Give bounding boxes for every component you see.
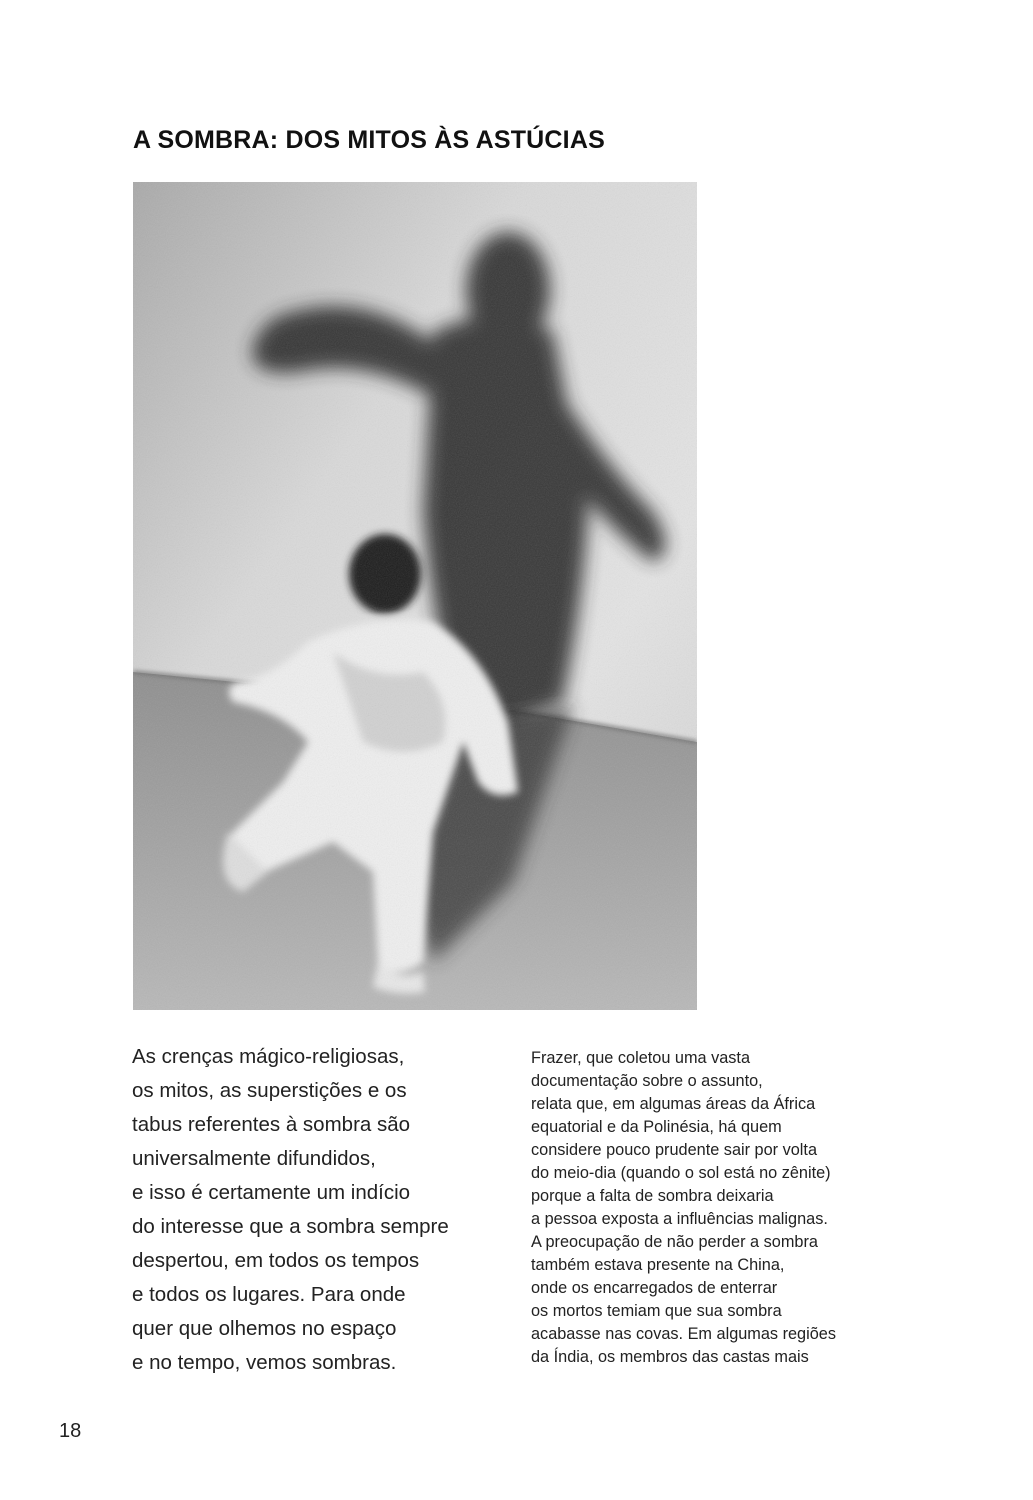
- body-line: considere pouco prudente sair por volta: [531, 1141, 818, 1159]
- intro-line: despertou, em todos os tempos: [132, 1249, 420, 1272]
- intro-line: universalmente difundidos,: [132, 1147, 376, 1170]
- body-line: do meio-dia (quando o sol está no zênite): [531, 1164, 831, 1182]
- intro-line: quer que olhemos no espaço: [132, 1317, 397, 1340]
- body-line: relata que, em algumas áreas da África: [531, 1095, 816, 1113]
- intro-line: e isso é certamente um indício: [132, 1181, 411, 1204]
- page-number: 18: [59, 1420, 82, 1442]
- page-title: A SOMBRA: DOS MITOS ÀS ASTÚCIAS: [133, 126, 605, 154]
- body-line: também estava presente na China,: [531, 1256, 785, 1274]
- intro-line: e no tempo, vemos sombras.: [132, 1351, 397, 1374]
- photo-child-with-shadow: [133, 182, 697, 1010]
- body-line: os mortos temiam que sua sombra: [531, 1302, 782, 1320]
- intro-line: os mitos, as superstições e os: [132, 1079, 407, 1102]
- intro-line: tabus referentes à sombra são: [132, 1113, 411, 1136]
- body-paragraph: [531, 1047, 921, 1369]
- body-line: Frazer, que coletou uma vasta: [531, 1049, 751, 1067]
- body-line: porque a falta de sombra deixaria: [531, 1187, 774, 1205]
- body-line: da Índia, os membros das castas mais: [531, 1348, 809, 1366]
- intro-paragraph: [132, 1040, 512, 1380]
- photo-child-with-shadow-icon: [133, 182, 697, 1010]
- body-line: a pessoa exposta a influências malignas.: [531, 1210, 828, 1228]
- body-line: equatorial e da Polinésia, há quem: [531, 1118, 782, 1136]
- body-line: A preocupação de não perder a sombra: [531, 1233, 818, 1251]
- body-line: acabasse nas covas. Em algumas regiões: [531, 1325, 836, 1343]
- intro-line: e todos os lugares. Para onde: [132, 1283, 406, 1306]
- intro-line: As crenças mágico-religiosas,: [132, 1045, 405, 1068]
- body-line: documentação sobre o assunto,: [531, 1072, 763, 1090]
- intro-line: do interesse que a sombra sempre: [132, 1215, 449, 1238]
- body-line: onde os encarregados de enterrar: [531, 1279, 778, 1297]
